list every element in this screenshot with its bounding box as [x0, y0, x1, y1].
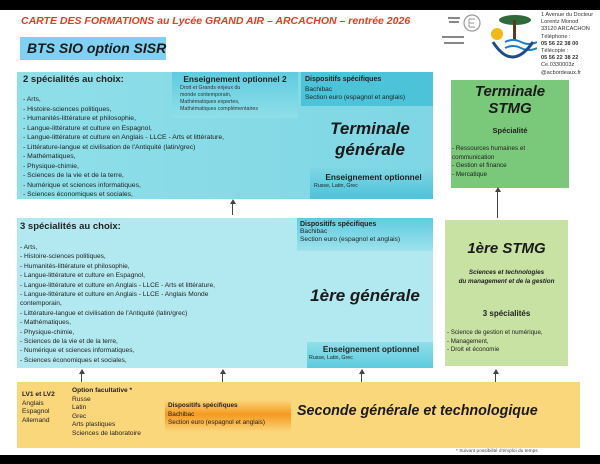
subtitle-line: du management et de la gestion [458, 277, 555, 285]
list-item: - Arts, [23, 96, 41, 103]
subtitle-line: Sciences et technologies [468, 269, 545, 276]
address-line: 33120 ARCACHON [541, 26, 590, 33]
list-item: - Langue-littérature et culture en Espagnol, [20, 272, 145, 280]
opt-items: Russe, Latin, Grec [309, 355, 353, 361]
list-item: Mathématiques expertes, [180, 99, 240, 105]
dispositifs-box [301, 72, 433, 106]
address-line: 1 Avenue du Docteur [541, 12, 594, 18]
list-item: - Numérique et sciences informatiques, [23, 181, 141, 189]
list-item: - Sciences économiques et sociales, [23, 191, 133, 198]
specialites-heading: 2 spécialités au choix: [23, 74, 124, 85]
opt-title: Enseignement optionnel [322, 344, 420, 354]
list-item: Russe [72, 395, 91, 403]
list-item: Latin [72, 404, 87, 412]
list-item: - Management, [447, 337, 489, 345]
list-item: - Langue-littérature et culture en Anglais - LLCE - Arts et littérature, [20, 281, 215, 289]
enseignement-optionnel-box [310, 168, 433, 199]
specialite-title: Spécialité [492, 126, 528, 135]
enseignement-optionnel-2-box [172, 72, 298, 118]
email-line: Ce.0330003z [541, 62, 575, 69]
seconde-title: Seconde générale et technologique [297, 403, 538, 419]
list-item: - Sciences économiques et sociales, [20, 356, 127, 364]
list-item: - Ressources humaines et [452, 145, 526, 152]
fax-number: 05 56 22 38 22 [541, 55, 579, 62]
list-item: Espagnol [22, 408, 50, 416]
bts-label: BTS SIO option SISR [20, 37, 166, 60]
phone-number: 05 56 22 38 00 [541, 40, 579, 47]
lv-title: LV1 et LV2 [22, 391, 55, 398]
list-item: Sciences de laboratoire [72, 429, 141, 437]
list-item: communication [452, 153, 495, 161]
opt-items: Russe, Latin, Grec [314, 183, 358, 189]
list-item: - Histoire-sciences politiques, [20, 253, 106, 261]
terminale-generale-title [307, 118, 433, 160]
ministry-logo [440, 12, 484, 62]
list-item: - Mathématiques, [23, 153, 76, 160]
list-item: - Droit et économie [447, 346, 500, 354]
email-line: @acbordeaux.fr [541, 69, 581, 76]
title-line: STMG [488, 100, 532, 117]
list-item: - Sciences de la vie et de la terre, [23, 172, 124, 179]
address-line: Télécopie : [541, 48, 569, 55]
list-item: Bachibac [305, 85, 333, 93]
list-item: contemporain, [20, 300, 62, 308]
list-item: - Humanités-littérature et philosophie, [23, 115, 136, 122]
list-item: - Histoire-sciences politiques, [23, 105, 112, 113]
list-item: Arts plastiques [72, 421, 116, 429]
list-item: monde contemporain, [180, 92, 232, 98]
address-line: Lorentz Monod [541, 19, 579, 26]
list-item: - Physique-chimie, [23, 162, 79, 170]
list-item: Mathématiques complémentaires [180, 106, 259, 112]
list-item: - Littérature-langue et civilisation de l'Antiquité (latin/grec) [23, 143, 196, 151]
premiere-generale-block [17, 218, 433, 368]
school-address [541, 12, 593, 77]
specialites-title: 3 spécialités [482, 309, 531, 319]
list-item: - Mercatique [452, 170, 487, 178]
list-item: Bachibac [168, 410, 195, 418]
arrow-up-icon [497, 190, 498, 218]
title-line: Terminale [330, 119, 410, 138]
list-item: - Numérique et sciences informatiques, [20, 347, 135, 355]
footnote: * Suivant possibilité d'emploi du temps [456, 449, 538, 454]
specialites-heading: 3 spécialités au choix: [20, 221, 121, 232]
premiere-stmg-block [445, 220, 568, 366]
option-facultative-title: Option facultative * [72, 387, 133, 394]
arrow-up-icon [495, 372, 496, 382]
list-item: Anglais [22, 399, 44, 407]
list-item: - Humanités-littérature et philosophie, [20, 262, 130, 270]
arrow-up-icon [361, 372, 362, 382]
list-item: - Littérature-langue et civilisation de l'Antiquité (latin/grec) [20, 309, 188, 317]
dispositifs-title: Dispositifs spécifiques [305, 76, 382, 83]
specialites-list [20, 243, 215, 365]
list-item: Section euro (espagnol et anglais) [168, 419, 265, 427]
title-line: générale [335, 140, 405, 159]
list-item: Allemand [22, 416, 50, 424]
address-line: Téléphone : [541, 33, 571, 40]
list-item: Section euro (espagnol et anglais) [300, 236, 401, 244]
terminale-generale-block [17, 72, 433, 199]
lycee-grand-air-logo [487, 12, 537, 64]
enseignement-optionnel-box [307, 342, 433, 368]
opt2-title: Enseignement optionnel 2 [183, 74, 287, 84]
list-item: Grec [72, 412, 87, 420]
list-item: Droit et Grands enjeux du [180, 85, 241, 91]
dispositifs-title: Dispositifs spécifiques [168, 402, 238, 409]
premiere-stmg-title: 1ère STMG [467, 240, 546, 257]
list-item: - Langue-littérature et culture en Anglais - LLCE - Arts et littérature, [23, 134, 224, 141]
list-item: - Mathématiques, [20, 319, 71, 327]
seconde-block [17, 382, 580, 448]
arrow-up-icon [81, 372, 82, 382]
arrow-up-icon [232, 202, 233, 215]
list-item: - Science de gestion et numérique, [447, 329, 543, 337]
title-line: Terminale [474, 83, 546, 100]
dispositifs-box [297, 218, 433, 251]
premiere-generale-title: 1ère générale [310, 286, 420, 305]
bottom-band [0, 455, 600, 464]
list-item: - Sciences de la vie et de la terre, [20, 338, 118, 346]
terminale-stmg-block [451, 80, 569, 188]
list-item: Section euro (espagnol et anglais) [305, 94, 406, 101]
list-item: Bachibac [300, 228, 328, 235]
list-item: - Gestion et finance [452, 162, 507, 170]
dispositifs-title: Dispositifs spécifiques [300, 221, 377, 228]
dispositifs-box [165, 400, 291, 432]
top-band [0, 0, 600, 10]
page-title: CARTE DES FORMATIONS au Lycée GRAND AIR – ARCACHON – rentrée 2026 [21, 15, 411, 27]
list-item: - Physique-chimie, [20, 328, 75, 336]
list-item: - Arts, [20, 244, 38, 251]
opt-title: Enseignement optionnel [325, 172, 422, 182]
list-item: - Langue-littérature et culture en Espagnol, [23, 124, 152, 132]
terminale-stmg-title [451, 83, 569, 117]
list-item: - Langue-littérature et culture en Anglais - LLCE - Anglais Monde [20, 291, 209, 299]
arrow-up-icon [222, 372, 223, 382]
